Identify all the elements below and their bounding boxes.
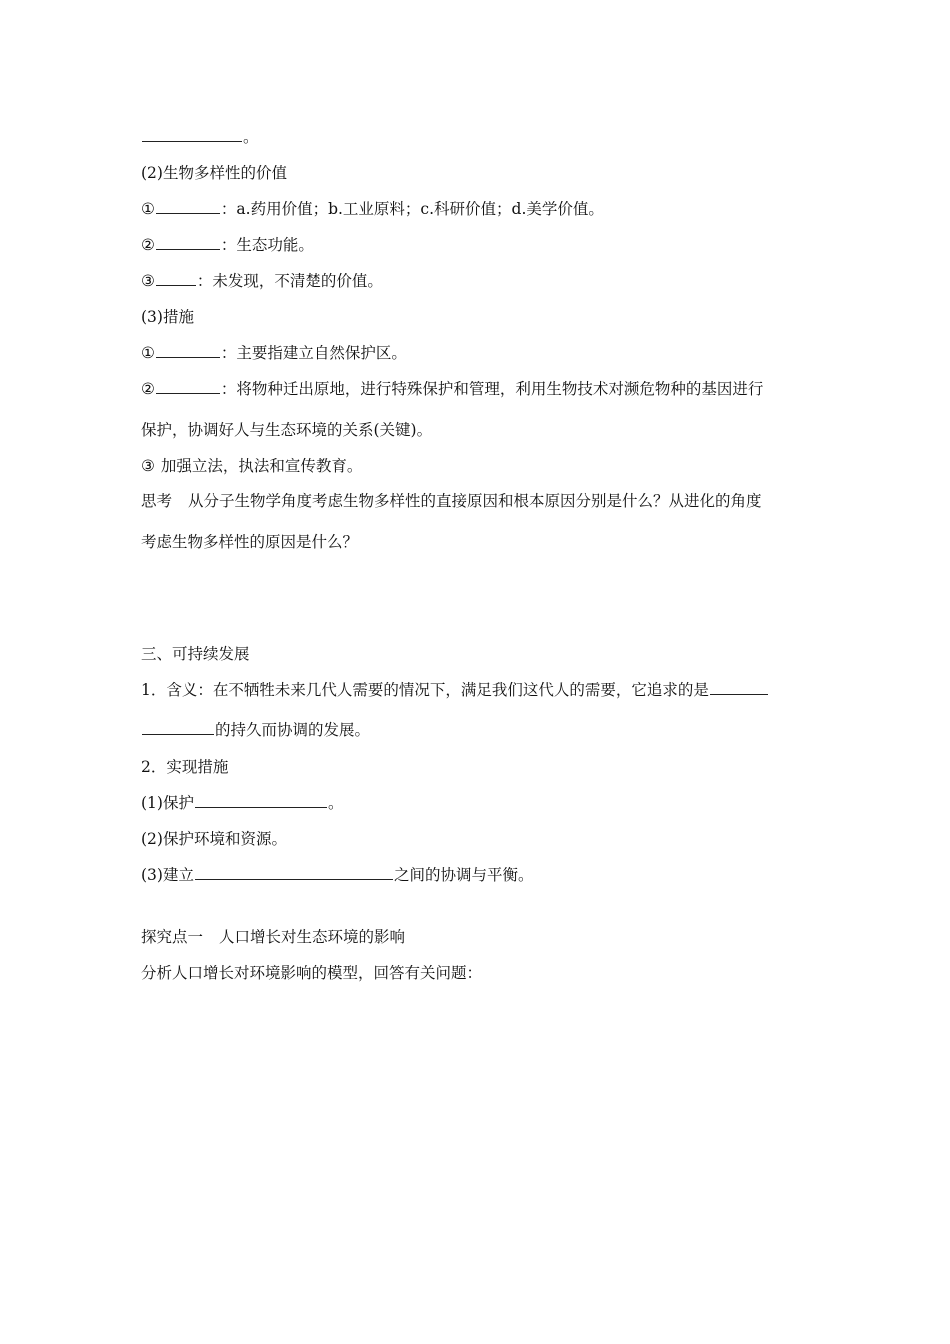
item-text: (1)保护 <box>141 794 194 812</box>
value-item-3 <box>141 271 811 291</box>
item-number: ② <box>141 380 155 398</box>
subheading-biodiversity-value: (2)生物多样性的价值 <box>141 164 287 182</box>
item-text: ：生态功能。 <box>220 236 314 254</box>
answer-blank[interactable] <box>156 271 196 286</box>
implementation-item-1 <box>141 793 811 813</box>
answer-blank[interactable] <box>156 343 220 358</box>
implementation-item-2: (2)保护环境和资源。 <box>141 830 287 848</box>
value-item-1 <box>141 199 811 219</box>
answer-blank[interactable] <box>142 720 214 735</box>
line-text: 。 <box>243 128 259 146</box>
think-question-continued: 考虑生物多样性的原因是什么？ <box>141 533 359 551</box>
answer-blank[interactable] <box>710 680 768 695</box>
think-label: 思考 <box>141 492 173 510</box>
answer-blank[interactable] <box>156 199 220 214</box>
measure-item-2-continued: 保护，协调好人与生态环境的关系(关键)。 <box>141 421 433 439</box>
exploration-point-heading <box>141 927 811 947</box>
exploration-title: 人口增长对生态环境的影响 <box>219 928 406 946</box>
item-text: ：将物种迁出原地，进行特殊保护和管理，利用生物技术对濒危物种的基因进行 <box>220 380 764 398</box>
answer-blank[interactable] <box>156 235 220 250</box>
implementation-item-3 <box>141 865 811 885</box>
item-text: ：未发现，不清楚的价值。 <box>196 272 383 290</box>
measure-item-1 <box>141 343 811 363</box>
item-text: (3)建立 <box>141 866 194 884</box>
item-number: ③ <box>141 272 155 290</box>
think-text: 从分子生物学角度考虑生物多样性的直接原因和根本原因分别是什么？从进化的角度 <box>188 492 762 510</box>
section-heading-sustainable-development: 三、可持续发展 <box>141 645 250 663</box>
think-question <box>141 491 811 511</box>
item-number: ③ <box>141 457 155 475</box>
item-number: ① <box>141 200 155 218</box>
answer-blank[interactable] <box>156 379 220 394</box>
measure-item-3 <box>141 456 811 476</box>
item-text: 。 <box>327 794 344 812</box>
answer-blank[interactable] <box>195 793 327 808</box>
definition-continued <box>141 720 811 740</box>
definition-line <box>141 680 811 700</box>
measure-item-2 <box>141 379 811 399</box>
item-text: ：a.药用价值；b.工业原料；c.科研价值；d.美学价值。 <box>220 200 604 218</box>
continued-answer-line <box>141 127 811 147</box>
subheading-measures: (3)措施 <box>141 308 194 326</box>
answer-blank[interactable] <box>195 865 393 880</box>
item-number: ② <box>141 236 155 254</box>
analysis-instruction: 分析人口增长对环境影响的模型，回答有关问题： <box>141 964 483 982</box>
value-item-2 <box>141 235 811 255</box>
definition-text: 1．含义：在不牺牲未来几代人需要的情况下，满足我们这代人的需要，它追求的是 <box>141 681 709 699</box>
item-text: 加强立法，执法和宣传教育。 <box>160 457 363 475</box>
definition-text: 的持久而协调的发展。 <box>215 721 371 739</box>
item-text: ：主要指建立自然保护区。 <box>220 344 407 362</box>
answer-blank[interactable] <box>142 127 242 142</box>
item-number: ① <box>141 344 155 362</box>
subheading-implementation: 2．实现措施 <box>141 758 229 776</box>
item-text: 之间的协调与平衡。 <box>393 866 534 884</box>
exploration-label: 探究点一 <box>141 928 204 946</box>
